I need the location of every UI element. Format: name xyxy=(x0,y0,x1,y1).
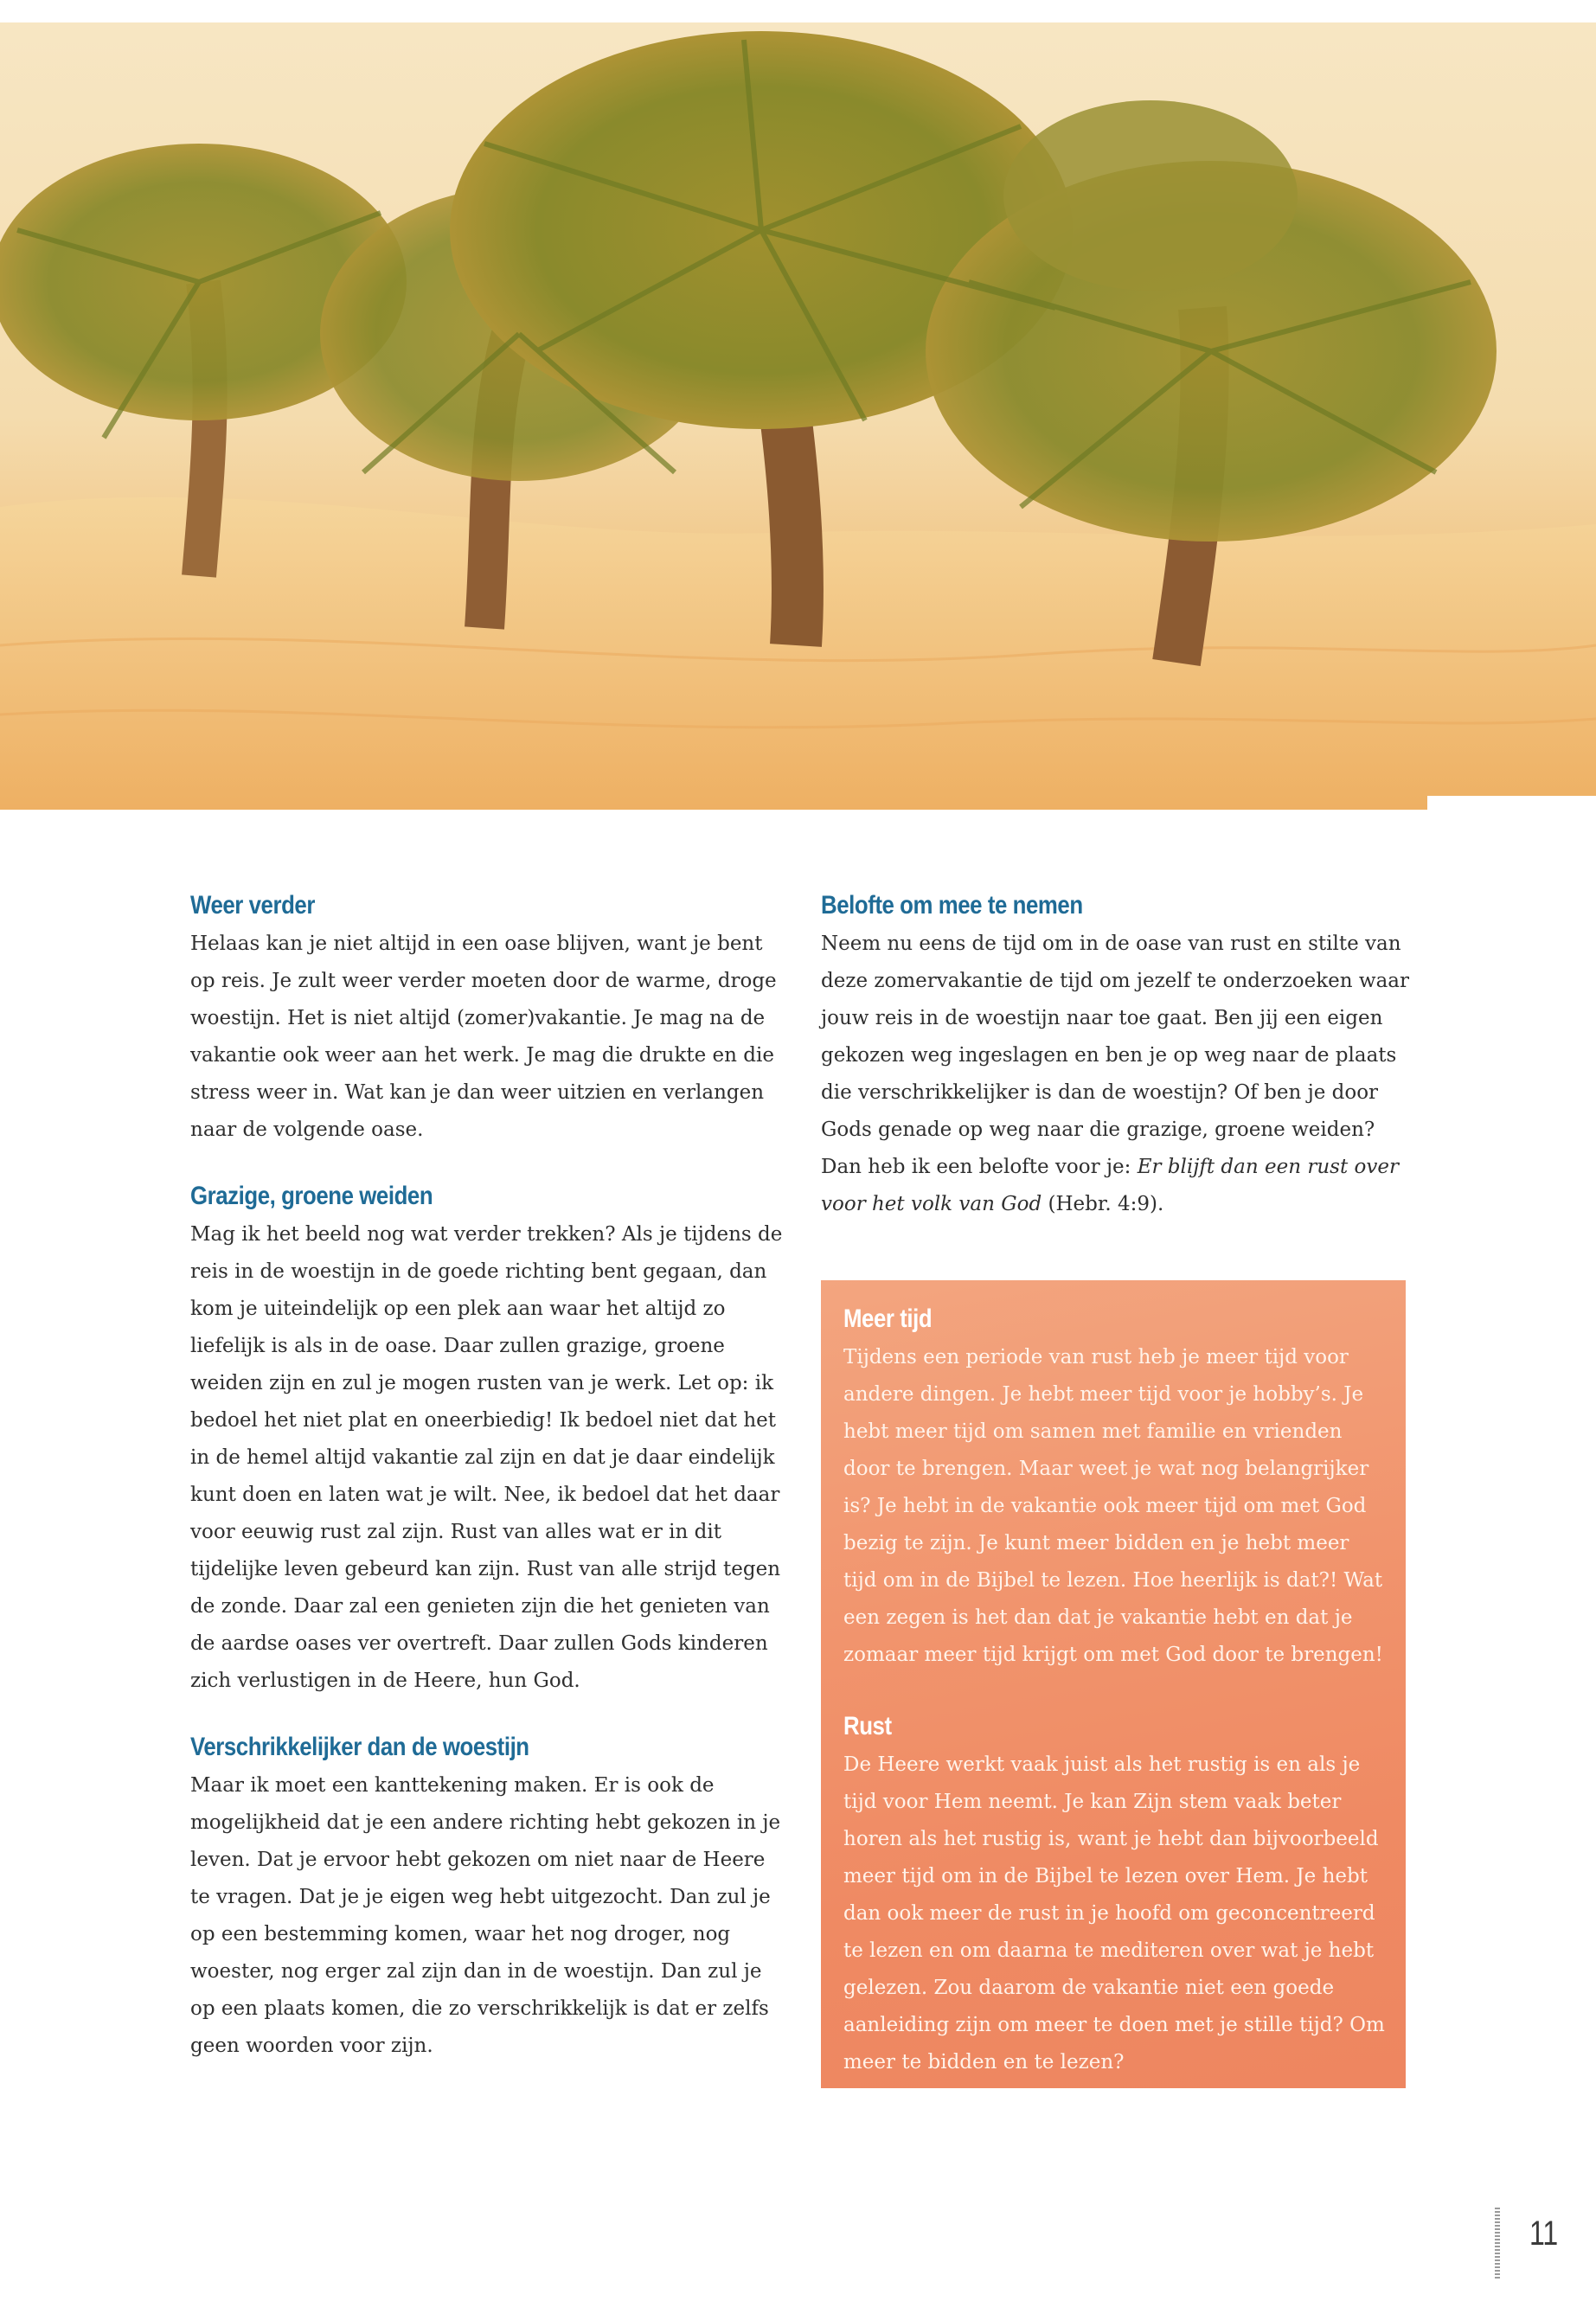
box-section-meer-tijd xyxy=(843,1304,1388,1674)
section-body: Maar ik moet een kanttekening maken. Er is ook de mogelijkheid dat je een andere richting hebt gekozen in je leven. Dat je ervoor hebt gekozen om niet naar de Heere te vragen. Dat je je eigen weg hebt uitgezocht. Dan zul je op een bestemming komen, waar het nog droger, nog woester, nog erger zal zijn dan in de woestijn. Dan zul je op een plaats komen, die zo verschrikkelijk is dat er zelfs geen woorden voor zijn. xyxy=(190,1774,781,2057)
body-text: Neem nu eens de tijd om in de oase van rust en stilte van deze zomervakantie de tijd om jezelf te onderzoeken waar jouw reis in de woestijn naar toe gaat. Ben jij een eigen gekozen weg ingeslagen en ben je op weg naar de plaats die verschrikkelijker is dan de woestijn? Of ben je door Gods genade op weg naar die grazige, groene weiden? Dan heb ik een belofte voor je: xyxy=(821,933,1409,1178)
page-number: 11 xyxy=(1529,2214,1559,2253)
section-body: Mag ik het beeld nog wat verder trekken? Als je tijdens de reis in de woestijn in de goede richting bent gegaan, dan kom je uiteindelijk op een plek aan waar het altijd zo liefelijk is als in de oase. Daar zullen grazige, groene weiden zijn en zul je mogen rusten van je werk. Let op: ik bedoel het niet plat en oneerbiedig! Ik bedoel niet dat het in de hemel altijd vakantie zal zijn en dat je daar eindelijk kunt doen en laten wat je wilt. Nee, ik bedoel dat het daar voor eeuwig rust zal zijn. Rust van alles wat er in dit tijdelijke leven gebeurd kan zijn. Rust van alle strijd tegen de zonde. Daar zal een genieten zijn die het genieten van de aardse oases ver overtreft. Daar zullen Gods kinderen zich verlustigen in de Heere, hun God. xyxy=(190,1223,783,1692)
box-section-rust xyxy=(843,1712,1388,2081)
section-body: Helaas kan je niet altijd in een oase blijven, want je bent op reis. Je zult weer verder moeten door de warme, droge woestijn. Het is niet altijd (zomer)vakantie. Je mag na de vakantie ook weer aan het werk. Je mag die drukte en die stress weer in. Wat kan je dan weer uitzien en verlangen naar de volgende oase. xyxy=(190,933,777,1141)
section-heading: Weer verder xyxy=(190,891,315,920)
hero-image-oasis xyxy=(0,22,1596,810)
page-number-divider xyxy=(1495,2208,1500,2279)
palm-trees-illustration xyxy=(0,22,1596,810)
page-cut-shape xyxy=(0,796,1596,865)
box-heading: Meer tijd xyxy=(843,1304,933,1333)
section-grazige-groene-weiden xyxy=(190,1182,787,1700)
box-heading: Rust xyxy=(843,1712,892,1740)
bible-reference: (Hebr. 4:9). xyxy=(1042,1193,1164,1215)
left-column xyxy=(190,891,787,2098)
section-verschrikkelijker xyxy=(190,1733,787,2065)
highlight-box xyxy=(821,1280,1406,2088)
section-weer-verder xyxy=(190,891,787,1149)
bible-quote: Er blijft dan een rust over voor het volk van God xyxy=(821,1156,1399,1215)
section-body-belofte xyxy=(821,926,1418,1223)
box-body: Tijdens een periode van rust heb je meer tijd voor andere dingen. Je hebt meer tijd voor je hobby’s. Je hebt meer tijd om samen met familie en vrienden door te brengen. Maar weet je wat nog belangrijker is? Je hebt in de vakantie ook meer tijd om met God bezig te zijn. Je kunt meer bidden en je hebt meer tijd om in de Bijbel te lezen. Hoe heerlijk is dat?! Wat een zegen is het dan dat je vakantie hebt en dat je zomaar meer tijd krijgt om met God door te brengen! xyxy=(843,1346,1383,1666)
section-heading: Verschrikkelijker dan de woestijn xyxy=(190,1733,529,1761)
section-heading: Grazige, groene weiden xyxy=(190,1182,433,1210)
section-heading-belofte: Belofte om mee te nemen xyxy=(821,891,1083,920)
right-column xyxy=(821,891,1418,1256)
box-body: De Heere werkt vaak juist als het rustig is en als je tijd voor Hem neemt. Je kan Zijn stem vaak beter horen als het rustig is, want je hebt dan bijvoorbeeld meer tijd om in de Bijbel te lezen over Hem. Je hebt dan ook meer de rust in je hoofd om geconcentreerd te lezen en om daarna te mediteren over wat je hebt gelezen. Zou daarom de vakantie niet een goede aanleiding zijn om meer te doen met je stille tijd? Om meer te bidden en te lezen? xyxy=(843,1753,1385,2073)
